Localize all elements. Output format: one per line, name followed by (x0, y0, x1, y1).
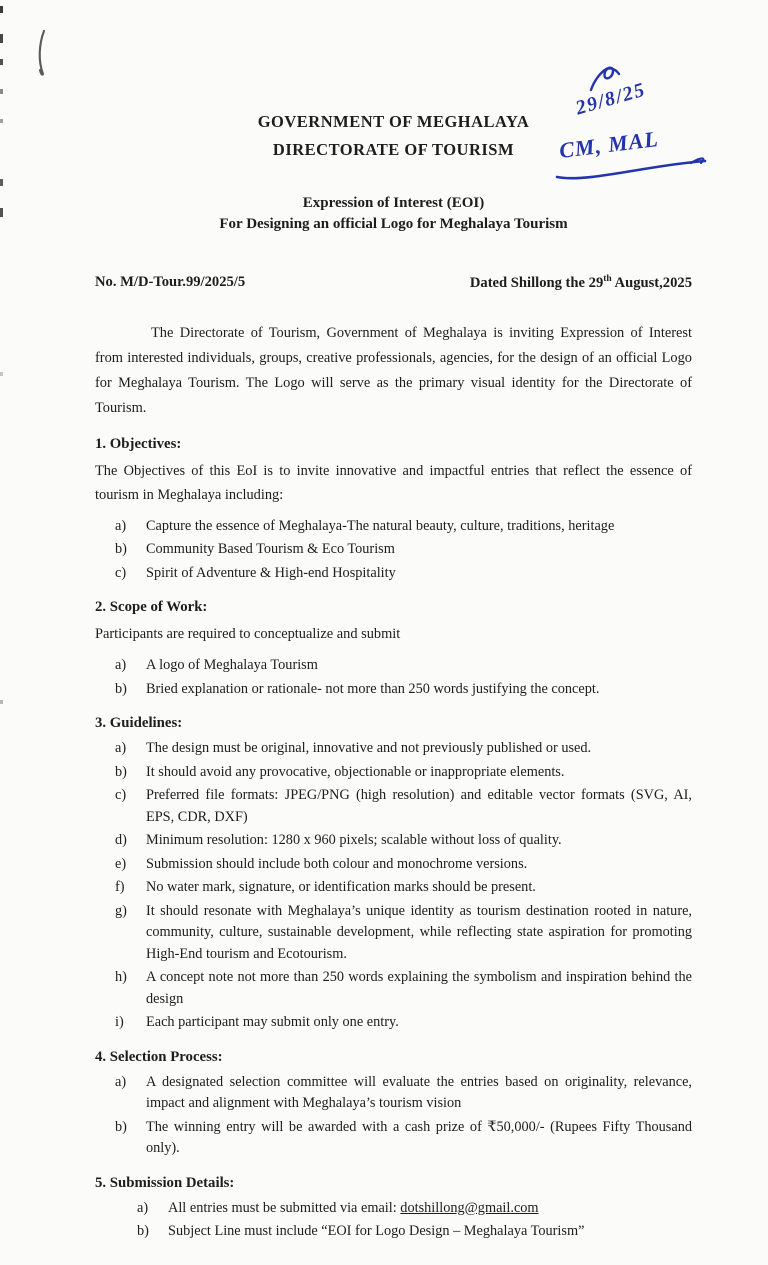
item-list (95, 516, 692, 585)
reference-row (95, 274, 692, 292)
list-item (115, 1072, 692, 1115)
item-text: It should resonate with Meghalaya’s unique identity as tourism destination rooted in nature, community, culture, sustainable development, while reflecting state aspiration for promoting High-End tourism and Ecotourism. (146, 902, 692, 962)
item-text: Preferred file formats: JPEG/PNG (high resolution) and editable vector formats (SVG, AI, EPS, CDR, DXF) (146, 787, 692, 825)
item-label: i) (115, 1014, 124, 1031)
section (95, 1175, 692, 1243)
item-text: Community Based Tourism & Eco Tourism (146, 541, 395, 558)
item-label: a) (115, 657, 127, 674)
item-label: h) (115, 969, 127, 986)
item-text: It should avoid any provocative, objectionable or inappropriate elements. (146, 763, 565, 780)
list-item (115, 738, 692, 760)
signature-squiggle-icon (585, 60, 627, 94)
handwritten-initials: CM, MAL (557, 126, 661, 163)
list-item (115, 785, 692, 828)
list-item (137, 1198, 692, 1220)
scan-artifact (0, 59, 3, 65)
item-label: b) (137, 1223, 149, 1240)
list-item (115, 655, 692, 677)
scan-artifact (0, 6, 3, 13)
list-item (115, 901, 692, 966)
item-label: g) (115, 902, 127, 919)
subject-line-2: For Designing an official Logo for Meghalaya Tourism (219, 216, 568, 232)
scan-artifact (0, 372, 3, 376)
item-label: b) (115, 1118, 127, 1135)
scan-artifact (0, 119, 3, 123)
scan-artifact (0, 34, 3, 43)
item-text: The winning entry will be awarded with a cash prize of ₹50,000/- (Rupees Fifty Thousand only). (146, 1118, 692, 1157)
item-text: No water mark, signature, or identification marks should be present. (146, 879, 536, 896)
list-item (115, 830, 692, 852)
item-text: A designated selection committee will evaluate the entries based on originality, relevance, impact and alignment with Meghalaya’s tourism vision (146, 1073, 692, 1112)
scan-artifact (0, 208, 3, 217)
list-item (115, 967, 692, 1010)
item-text: Minimum resolution: 1280 x 960 pixels; scalable without loss of quality. (146, 832, 562, 849)
pen-stroke-mark (34, 28, 50, 82)
section (95, 715, 692, 1034)
item-label: c) (115, 564, 127, 581)
item-label: a) (115, 740, 127, 757)
item-text: A concept note not more than 250 words explaining the symbolism and inspiration behind the design (146, 969, 692, 1007)
item-text: All entries must be submitted via email: dotshillong@gmail.com (168, 1199, 539, 1216)
government-title: GOVERNMENT OF MEGHALAYA (257, 112, 530, 131)
item-text: Spirit of Adventure & High-end Hospitality (146, 564, 396, 581)
item-label: b) (115, 541, 127, 558)
list-item (115, 854, 692, 876)
item-text: Capture the essence of Meghalaya-The natural beauty, culture, traditions, heritage (146, 517, 615, 534)
item-label: a) (115, 1073, 127, 1090)
list-item (115, 516, 692, 538)
list-item (115, 1117, 692, 1160)
section-heading: 4. Selection Process: (95, 1048, 223, 1065)
item-label: d) (115, 832, 127, 849)
list-item (115, 877, 692, 899)
item-label: c) (115, 787, 127, 804)
subject-line-1: Expression of Interest (EOI) (302, 195, 485, 211)
handwritten-date: 29/8/25 (573, 78, 649, 120)
section-intro: Participants are required to conceptualize and submit (95, 626, 401, 643)
section-heading: 5. Submission Details: (95, 1174, 235, 1191)
item-text: Bried explanation or rationale- not more than 250 words justifying the concept. (146, 680, 600, 697)
reference-number: No. M/D-Tour.99/2025/5 (95, 274, 246, 290)
item-label: f) (115, 879, 125, 896)
date-prefix: Dated Shillong the 29 (469, 274, 604, 291)
list-item (115, 1012, 692, 1034)
list-item (115, 679, 692, 701)
section-intro: The Objectives of this EoI is to invite innovative and impactful entries that reflect the essence of tourism in Meghalaya including: (95, 462, 692, 503)
list-item (137, 1221, 692, 1243)
section (95, 436, 692, 585)
section (95, 599, 692, 700)
item-label: e) (115, 855, 127, 872)
item-list (95, 655, 692, 700)
item-label: a) (115, 517, 127, 534)
scan-artifact (0, 700, 3, 704)
item-label: a) (137, 1199, 149, 1216)
document-subject (95, 193, 692, 235)
list-item (115, 563, 692, 585)
reference-date (470, 274, 692, 292)
item-list (95, 738, 692, 1034)
intro-paragraph: The Directorate of Tourism, Government of Meghalaya is inviting Expression of Interest from interested individuals, groups, creative professionals, agencies, for the design of an official Logo for Meghalaya Tourism. The Logo will serve as the primary visual identity for the Directorate of Tourism. (95, 324, 692, 416)
item-list (95, 1072, 692, 1160)
item-list (95, 1198, 692, 1243)
section-heading: 1. Objectives: (95, 435, 182, 452)
section-heading: 2. Scope of Work: (95, 599, 208, 616)
directorate-title: DIRECTORATE OF TOURISM (272, 140, 515, 159)
item-text: The design must be original, innovative and not previously published or used. (146, 740, 592, 757)
item-label: b) (115, 680, 127, 697)
scan-artifact (0, 179, 3, 186)
email-link: dotshillong@gmail.com (400, 1199, 539, 1216)
item-text: Each participant may submit only one entry. (146, 1014, 399, 1031)
date-suffix: August,2025 (611, 274, 692, 291)
document-content (95, 112, 692, 1245)
item-label: b) (115, 763, 127, 780)
section-heading: 3. Guidelines: (95, 715, 183, 732)
item-text: A logo of Meghalaya Tourism (146, 657, 318, 674)
scan-artifact (0, 89, 3, 94)
sections-container (95, 436, 692, 1243)
item-text: Submission should include both colour and monochrome versions. (146, 855, 528, 872)
item-text: Subject Line must include “EOI for Logo Design – Meghalaya Tourism” (168, 1223, 585, 1240)
date-ordinal-suffix: th (603, 274, 612, 284)
list-item (115, 539, 692, 561)
list-item (115, 762, 692, 784)
section (95, 1049, 692, 1160)
